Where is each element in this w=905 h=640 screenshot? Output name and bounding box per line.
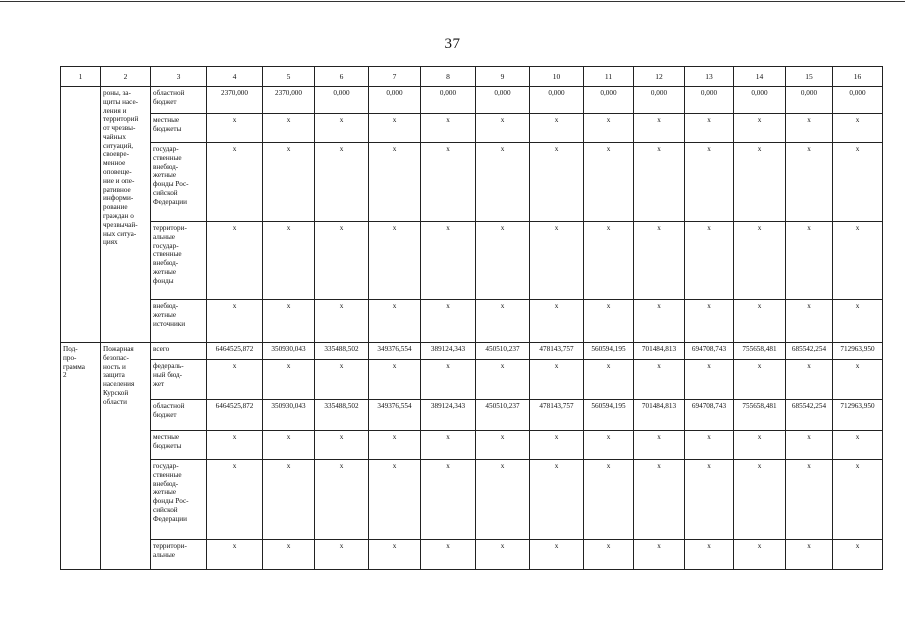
amount-cell: x	[421, 300, 476, 343]
column-header: 14	[734, 67, 786, 87]
funding-source: федераль- ный бюд- жет	[151, 360, 207, 400]
funding-source: областной бюджет	[151, 87, 207, 114]
amount-cell: x	[584, 460, 634, 540]
amount-cell: x	[786, 460, 833, 540]
amount-cell: x	[833, 300, 883, 343]
amount-cell: x	[634, 222, 685, 300]
amount-cell: 478143,757	[530, 400, 584, 431]
amount-cell: x	[207, 431, 263, 460]
amount-cell: x	[584, 114, 634, 143]
amount-cell: 712963,950	[833, 400, 883, 431]
amount-cell: x	[584, 431, 634, 460]
table-row	[61, 540, 883, 570]
funding-source: местные бюджеты	[151, 431, 207, 460]
column-header: 2	[101, 67, 151, 87]
amount-cell: x	[634, 114, 685, 143]
program-code	[61, 87, 101, 343]
amount-cell: x	[263, 540, 315, 570]
amount-cell: x	[207, 222, 263, 300]
amount-cell: x	[421, 360, 476, 400]
amount-cell: x	[476, 540, 530, 570]
amount-cell: 0,000	[369, 87, 421, 114]
amount-cell: x	[685, 114, 734, 143]
amount-cell: x	[315, 431, 369, 460]
amount-cell: 6464525,872	[207, 343, 263, 360]
amount-cell: x	[634, 143, 685, 222]
amount-cell: x	[685, 540, 734, 570]
amount-cell: x	[476, 300, 530, 343]
amount-cell: x	[530, 360, 584, 400]
amount-cell: x	[421, 222, 476, 300]
amount-cell: x	[786, 143, 833, 222]
amount-cell: x	[476, 431, 530, 460]
amount-cell: x	[634, 300, 685, 343]
amount-cell: x	[207, 114, 263, 143]
amount-cell: 0,000	[530, 87, 584, 114]
amount-cell: x	[207, 460, 263, 540]
amount-cell: x	[833, 540, 883, 570]
amount-cell: x	[833, 360, 883, 400]
amount-cell: x	[685, 360, 734, 400]
amount-cell: 701484,813	[634, 343, 685, 360]
amount-cell: x	[476, 114, 530, 143]
table-row	[61, 143, 883, 222]
amount-cell: x	[207, 360, 263, 400]
amount-cell: 2370,000	[207, 87, 263, 114]
funding-source: всего	[151, 343, 207, 360]
column-header: 10	[530, 67, 584, 87]
amount-cell: x	[476, 360, 530, 400]
amount-cell: x	[530, 540, 584, 570]
amount-cell: x	[833, 222, 883, 300]
amount-cell: x	[685, 431, 734, 460]
funding-source: областной бюджет	[151, 400, 207, 431]
amount-cell: x	[369, 460, 421, 540]
amount-cell: 685542,254	[786, 343, 833, 360]
amount-cell: x	[786, 222, 833, 300]
amount-cell: x	[685, 143, 734, 222]
amount-cell: 560594,195	[584, 343, 634, 360]
amount-cell: x	[833, 460, 883, 540]
amount-cell: x	[476, 143, 530, 222]
amount-cell: 0,000	[476, 87, 530, 114]
amount-cell: x	[530, 431, 584, 460]
amount-cell: x	[786, 114, 833, 143]
amount-cell: x	[734, 300, 786, 343]
page-number: 37	[444, 36, 461, 52]
amount-cell: 0,000	[734, 87, 786, 114]
amount-cell: x	[685, 300, 734, 343]
amount-cell: x	[833, 431, 883, 460]
column-header: 3	[151, 67, 207, 87]
amount-cell: x	[634, 540, 685, 570]
amount-cell: x	[833, 114, 883, 143]
column-header: 16	[833, 67, 883, 87]
amount-cell: 694708,743	[685, 400, 734, 431]
amount-cell: x	[786, 431, 833, 460]
amount-cell: x	[421, 431, 476, 460]
amount-cell: x	[734, 460, 786, 540]
amount-cell: x	[421, 143, 476, 222]
amount-cell: x	[315, 300, 369, 343]
table-row	[61, 300, 883, 343]
amount-cell: x	[263, 431, 315, 460]
amount-cell: 335488,502	[315, 343, 369, 360]
amount-cell: 349376,554	[369, 343, 421, 360]
amount-cell: x	[530, 460, 584, 540]
amount-cell: 2370,000	[263, 87, 315, 114]
budget-table	[60, 66, 883, 570]
funding-source: территори- альные	[151, 540, 207, 570]
amount-cell: 755658,481	[734, 343, 786, 360]
amount-cell: x	[634, 431, 685, 460]
amount-cell: x	[530, 222, 584, 300]
table-row	[61, 431, 883, 460]
amount-cell: x	[786, 540, 833, 570]
amount-cell: x	[476, 222, 530, 300]
table-row	[61, 460, 883, 540]
column-header: 12	[634, 67, 685, 87]
funding-source: местные бюджеты	[151, 114, 207, 143]
funding-source: государ- ственные внебюд- жетные фонды Рос- сийской Федерации	[151, 143, 207, 222]
amount-cell: x	[315, 460, 369, 540]
amount-cell: 0,000	[786, 87, 833, 114]
amount-cell: 0,000	[315, 87, 369, 114]
amount-cell: x	[530, 300, 584, 343]
amount-cell: x	[734, 143, 786, 222]
amount-cell: 701484,813	[634, 400, 685, 431]
amount-cell: 755658,481	[734, 400, 786, 431]
amount-cell: x	[584, 143, 634, 222]
column-header: 9	[476, 67, 530, 87]
column-header: 5	[263, 67, 315, 87]
amount-cell: x	[734, 222, 786, 300]
amount-cell: 389124,343	[421, 400, 476, 431]
amount-cell: x	[530, 143, 584, 222]
table-row	[61, 222, 883, 300]
funding-source: внебюд- жетные источники	[151, 300, 207, 343]
amount-cell: x	[263, 114, 315, 143]
amount-cell: x	[685, 222, 734, 300]
funding-source: территори- альные государ- ственные внебюд- жетные фонды	[151, 222, 207, 300]
header-row	[61, 67, 883, 87]
amount-cell: x	[786, 300, 833, 343]
amount-cell: 350930,043	[263, 343, 315, 360]
amount-cell: x	[584, 222, 634, 300]
table-row	[61, 87, 883, 114]
amount-cell: x	[833, 143, 883, 222]
amount-cell: x	[207, 540, 263, 570]
amount-cell: x	[263, 360, 315, 400]
amount-cell: x	[685, 460, 734, 540]
column-header: 15	[786, 67, 833, 87]
amount-cell: x	[315, 360, 369, 400]
amount-cell: x	[369, 540, 421, 570]
amount-cell: 450510,237	[476, 400, 530, 431]
amount-cell: 0,000	[584, 87, 634, 114]
column-header: 6	[315, 67, 369, 87]
amount-cell: 0,000	[634, 87, 685, 114]
amount-cell: x	[263, 143, 315, 222]
amount-cell: 712963,950	[833, 343, 883, 360]
amount-cell: x	[786, 360, 833, 400]
column-header: 7	[369, 67, 421, 87]
amount-cell: 685542,254	[786, 400, 833, 431]
table-row	[61, 114, 883, 143]
amount-cell: x	[315, 143, 369, 222]
program-name: Пожарная безопас- ность и защита населения Курской области	[101, 343, 151, 570]
amount-cell: 450510,237	[476, 343, 530, 360]
amount-cell: x	[369, 360, 421, 400]
table-row	[61, 360, 883, 400]
amount-cell: x	[476, 460, 530, 540]
amount-cell: x	[421, 540, 476, 570]
table-body	[61, 87, 883, 570]
amount-cell: x	[584, 360, 634, 400]
amount-cell: 0,000	[833, 87, 883, 114]
amount-cell: x	[584, 300, 634, 343]
column-header: 8	[421, 67, 476, 87]
column-header: 1	[61, 67, 101, 87]
column-header: 11	[584, 67, 634, 87]
table-row	[61, 400, 883, 431]
amount-cell: x	[421, 460, 476, 540]
amount-cell: x	[369, 114, 421, 143]
amount-cell: x	[734, 360, 786, 400]
top-rule	[0, 1, 905, 2]
amount-cell: x	[315, 540, 369, 570]
amount-cell: 335488,502	[315, 400, 369, 431]
amount-cell: x	[369, 431, 421, 460]
amount-cell: x	[315, 114, 369, 143]
funding-source: государ- ственные внебюд- жетные фонды Рос- сийской Федерации	[151, 460, 207, 540]
amount-cell: x	[584, 540, 634, 570]
amount-cell: x	[263, 460, 315, 540]
column-header: 4	[207, 67, 263, 87]
program-code: Под- про- грамма 2	[61, 343, 101, 570]
amount-cell: 478143,757	[530, 343, 584, 360]
amount-cell: 694708,743	[685, 343, 734, 360]
amount-cell: x	[263, 300, 315, 343]
amount-cell: 0,000	[421, 87, 476, 114]
amount-cell: x	[369, 300, 421, 343]
amount-cell: x	[734, 114, 786, 143]
amount-cell: x	[634, 360, 685, 400]
amount-cell: x	[207, 143, 263, 222]
amount-cell: x	[263, 222, 315, 300]
amount-cell: x	[315, 222, 369, 300]
amount-cell: x	[207, 300, 263, 343]
amount-cell: 6464525,872	[207, 400, 263, 431]
amount-cell: x	[369, 143, 421, 222]
table-row	[61, 343, 883, 360]
amount-cell: 349376,554	[369, 400, 421, 431]
amount-cell: x	[369, 222, 421, 300]
amount-cell: 0,000	[685, 87, 734, 114]
amount-cell: x	[634, 460, 685, 540]
amount-cell: x	[734, 431, 786, 460]
amount-cell: x	[734, 540, 786, 570]
program-name: роны, за- щиты насе- ления и территорий от чрезвы- чайных ситуаций, своевре- менное оповеще- ние и опе- ративное информи- рование граждан о чрезвычай- ных ситуа- циях	[101, 87, 151, 343]
amount-cell: x	[421, 114, 476, 143]
amount-cell: 560594,195	[584, 400, 634, 431]
amount-cell: 389124,343	[421, 343, 476, 360]
amount-cell: 350930,043	[263, 400, 315, 431]
column-header: 13	[685, 67, 734, 87]
amount-cell: x	[530, 114, 584, 143]
